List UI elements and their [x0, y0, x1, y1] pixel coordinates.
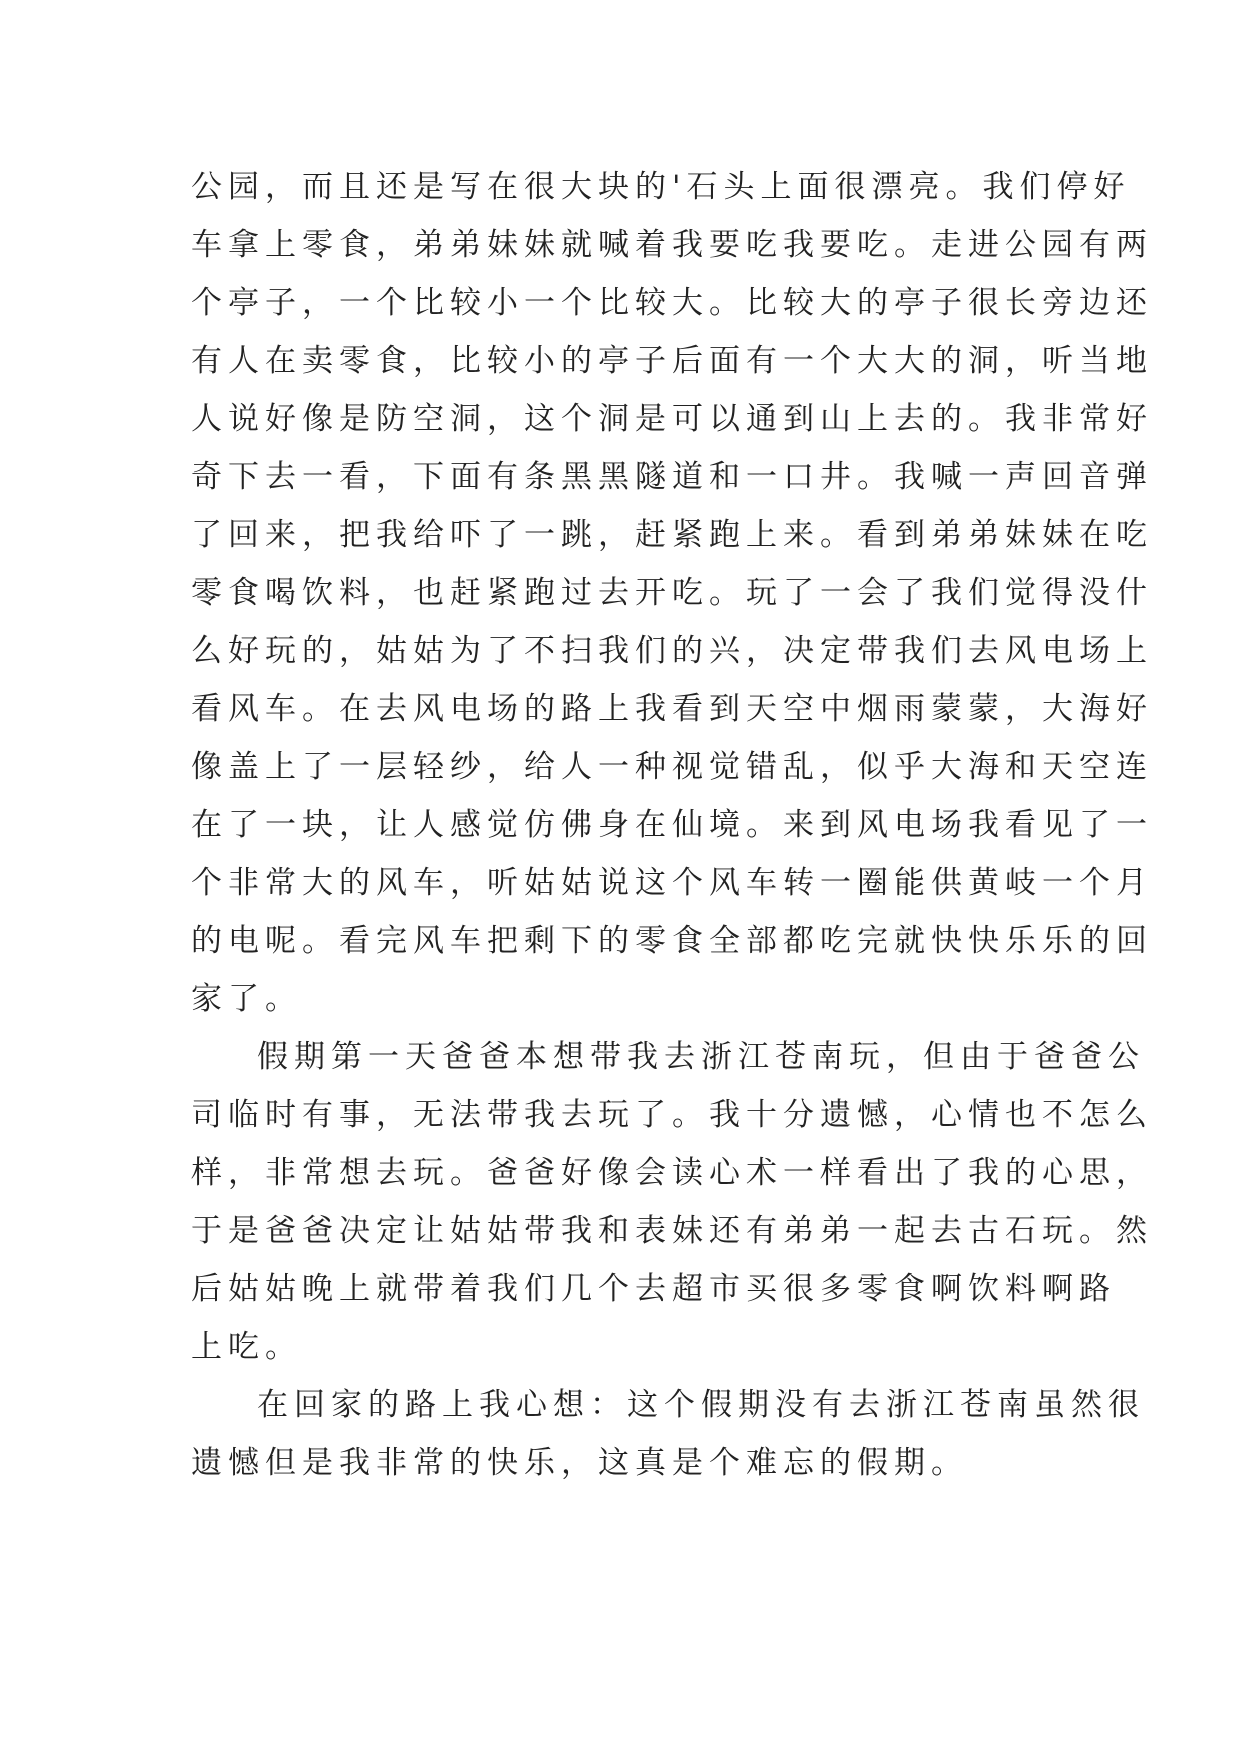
text-line: 零食喝饮料，也赶紧跑过去开吃。玩了一会了我们觉得没什 [191, 575, 1153, 611]
text-line: 的电呢。看完风车把剩下的零食全部都吃完就快快乐乐的回 [191, 923, 1153, 959]
text-line: 于是爸爸决定让姑姑带我和表妹还有弟弟一起去古石玩。然 [191, 1213, 1153, 1249]
text-line: 在了一块，让人感觉仿佛身在仙境。来到风电场我看见了一 [191, 807, 1153, 843]
text-line: 有人在卖零食，比较小的亭子后面有一个大大的洞，听当地 [191, 343, 1153, 379]
text-line: 样，非常想去玩。爸爸好像会读心术一样看出了我的心思， [191, 1155, 1153, 1191]
text-line: 家了。 [191, 981, 302, 1017]
text-line: 看风车。在去风电场的路上我看到天空中烟雨蒙蒙，大海好 [191, 691, 1153, 727]
text-line: 后姑姑晚上就带着我们几个去超市买很多零食啊饮料啊路 [191, 1271, 1116, 1307]
text-line: 了回来，把我给吓了一跳，赶紧跑上来。看到弟弟妹妹在吃 [191, 517, 1153, 553]
text-line: 遗憾但是我非常的快乐，这真是个难忘的假期。 [191, 1445, 968, 1481]
text-line: 上吃。 [191, 1329, 302, 1365]
text-line: 奇下去一看，下面有条黑黑隧道和一口井。我喊一声回音弹 [191, 459, 1153, 495]
text-line: 么好玩的，姑姑为了不扫我们的兴，决定带我们去风电场上 [191, 633, 1153, 669]
text-line: 像盖上了一层轻纱，给人一种视觉错乱，似乎大海和天空连 [191, 749, 1153, 785]
paragraph-first-line: 假期第一天爸爸本想带我去浙江苍南玩，但由于爸爸公 [257, 1039, 1145, 1075]
essay-body [191, 158, 1153, 1492]
text-line: 个非常大的风车，听姑姑说这个风车转一圈能供黄岐一个月 [191, 865, 1153, 901]
text-line: 公园，而且还是写在很大块的'石头上面很漂亮。我们停好 [191, 169, 1131, 205]
paragraph-first-line: 在回家的路上我心想：这个假期没有去浙江苍南虽然很 [257, 1387, 1145, 1423]
text-line: 车拿上零食，弟弟妹妹就喊着我要吃我要吃。走进公园有两 [191, 227, 1153, 263]
text-line: 人说好像是防空洞，这个洞是可以通到山上去的。我非常好 [191, 401, 1153, 437]
text-line: 司临时有事，无法带我去玩了。我十分遗憾，心情也不怎么 [191, 1097, 1153, 1133]
text-line: 个亭子，一个比较小一个比较大。比较大的亭子很长旁边还 [191, 285, 1153, 321]
